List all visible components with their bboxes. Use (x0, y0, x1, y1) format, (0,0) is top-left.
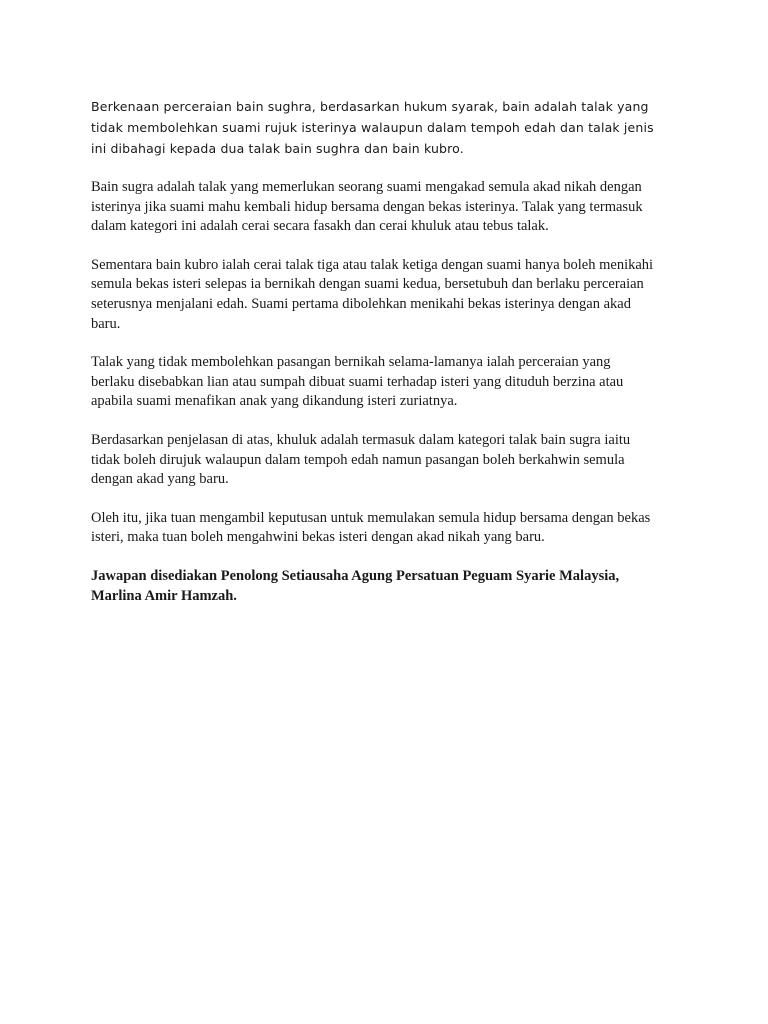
text-line: tidak membolehkan suami rujuk isterinya walaupun dalam tempoh edah dan talak jenis (91, 120, 654, 135)
text-line: isteri, maka tuan boleh mengahwini bekas isteri dengan akad nikah yang baru. (91, 529, 545, 546)
paragraph-attribution (91, 567, 691, 606)
paragraph-bain-kubro (91, 256, 691, 334)
paragraph-talak-selamanya (91, 353, 691, 412)
paragraph-kesimpulan (91, 509, 691, 548)
text-line: Berkenaan perceraian bain sughra, berdasarkan hukum syarak, bain adalah talak yang (91, 99, 649, 114)
text-line: Sementara bain kubro ialah cerai talak tiga atau talak ketiga dengan suami hanya boleh menikahi (91, 256, 654, 273)
text-line: ini dibahagi kepada dua talak bain sughra dan bain kubro. (91, 141, 464, 156)
text-line: seterusnya menjalani edah. Suami pertama dibolehkan menikahi bekas isterinya dengan akad (91, 295, 631, 312)
text-line: dalam kategori ini adalah cerai secara fasakh dan cerai khuluk atau tebus talak. (91, 218, 549, 235)
paragraph-intro (91, 96, 691, 159)
text-line: Bain sugra adalah talak yang memerlukan seorang suami mengakad semula akad nikah dengan (91, 179, 642, 195)
text-line: semula bekas isteri selepas ia bernikah dengan suami kedua, bersetubuh dan berlaku perceraian (91, 276, 644, 293)
text-line: isterinya jika suami mahu kembali hidup bersama dengan bekas isterinya. Talak yang termasuk (91, 198, 643, 215)
text-line: apabila suami menafikan anak yang dikandung isteri zuriatnya. (91, 393, 458, 410)
text-line: Oleh itu, jika tuan mengambil keputusan untuk memulakan semula hidup bersama dengan bekas (91, 509, 651, 526)
text-line: Marlina Amir Hamzah. (91, 587, 237, 604)
text-line: Berdasarkan penjelasan di atas, khuluk adalah termasuk dalam kategori talak bain sugra iaitu (91, 431, 631, 448)
paragraph-bain-sugra (91, 178, 691, 237)
text-line: tidak boleh dirujuk walaupun dalam tempoh edah namun pasangan boleh berkahwin semula (91, 451, 625, 468)
text-line: Jawapan disediakan Penolong Setiausaha Agung Persatuan Peguam Syarie Malaysia, (91, 567, 620, 584)
text-line: dengan akad yang baru. (91, 471, 229, 488)
text-line: baru. (91, 315, 121, 332)
text-line: Talak yang tidak membolehkan pasangan bernikah selama-lamanya ialah perceraian yang (91, 354, 611, 371)
text-line: berlaku disebabkan lian atau sumpah dibuat suami terhadap isteri yang dituduh berzina atau (91, 373, 624, 390)
document-body (91, 96, 691, 606)
paragraph-penjelasan (91, 431, 691, 490)
